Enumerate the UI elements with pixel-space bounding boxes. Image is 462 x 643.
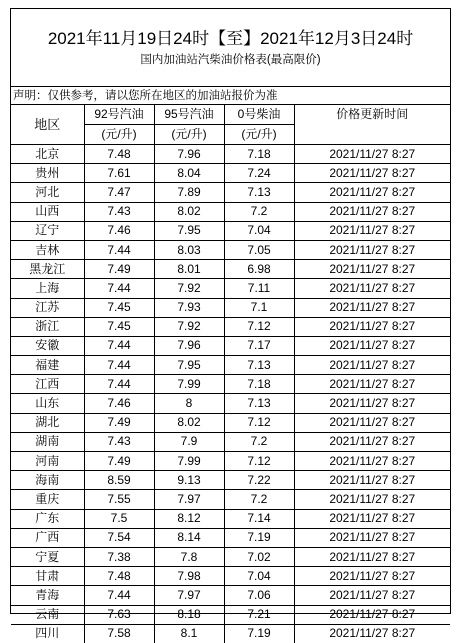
cell-updated: 2021/11/27 8:27 bbox=[294, 356, 450, 375]
cell-diesel0: 7.02 bbox=[224, 547, 294, 566]
cell-gas95: 7.92 bbox=[154, 279, 224, 298]
cell-diesel0: 7.21 bbox=[224, 605, 294, 624]
cell-updated: 2021/11/27 8:27 bbox=[294, 221, 450, 240]
cell-updated: 2021/11/27 8:27 bbox=[294, 452, 450, 471]
cell-gas95: 8.02 bbox=[154, 202, 224, 221]
column-header-diesel0: 0号柴油 bbox=[224, 105, 294, 125]
cell-region: 江苏 bbox=[11, 298, 84, 317]
cell-gas92: 7.45 bbox=[84, 317, 154, 336]
cell-updated: 2021/11/27 8:27 bbox=[294, 375, 450, 394]
table-row bbox=[11, 240, 450, 259]
cell-gas95: 7.96 bbox=[154, 336, 224, 355]
column-header-gas95: 95号汽油 bbox=[154, 105, 224, 125]
cell-updated: 2021/11/27 8:27 bbox=[294, 605, 450, 624]
cell-gas95: 7.92 bbox=[154, 317, 224, 336]
cell-gas95: 8.1 bbox=[154, 624, 224, 643]
cell-region: 黑龙江 bbox=[11, 260, 84, 279]
cell-gas95: 7.9 bbox=[154, 432, 224, 451]
cell-gas92: 7.45 bbox=[84, 298, 154, 317]
cell-diesel0: 7.04 bbox=[224, 221, 294, 240]
column-header-gas92: 92号汽油 bbox=[84, 105, 154, 125]
cell-diesel0: 7.13 bbox=[224, 356, 294, 375]
disclaimer-notice: 声明：仅供参考，请以您所在地区的加油站报价为准 bbox=[11, 87, 450, 105]
cell-gas95: 9.13 bbox=[154, 471, 224, 490]
price-table bbox=[11, 105, 450, 643]
cell-gas95: 7.95 bbox=[154, 221, 224, 240]
cell-gas95: 8.12 bbox=[154, 509, 224, 528]
cell-region: 辽宁 bbox=[11, 221, 84, 240]
cell-region: 广西 bbox=[11, 528, 84, 547]
cell-region: 安徽 bbox=[11, 336, 84, 355]
table-row bbox=[11, 298, 450, 317]
cell-diesel0: 7.04 bbox=[224, 567, 294, 586]
cell-diesel0: 6.98 bbox=[224, 260, 294, 279]
cell-updated: 2021/11/27 8:27 bbox=[294, 317, 450, 336]
cell-gas92: 7.49 bbox=[84, 452, 154, 471]
cell-updated: 2021/11/27 8:27 bbox=[294, 145, 450, 164]
cell-diesel0: 7.13 bbox=[224, 183, 294, 202]
cell-gas92: 7.46 bbox=[84, 221, 154, 240]
cell-updated: 2021/11/27 8:27 bbox=[294, 336, 450, 355]
cell-region: 福建 bbox=[11, 356, 84, 375]
cell-gas95: 7.99 bbox=[154, 375, 224, 394]
cell-gas95: 7.95 bbox=[154, 356, 224, 375]
table-row bbox=[11, 432, 450, 451]
cell-region: 湖北 bbox=[11, 413, 84, 432]
cell-diesel0: 7.05 bbox=[224, 240, 294, 259]
cell-diesel0: 7.19 bbox=[224, 624, 294, 643]
cell-updated: 2021/11/27 8:27 bbox=[294, 260, 450, 279]
cell-diesel0: 7.24 bbox=[224, 164, 294, 183]
cell-gas92: 7.44 bbox=[84, 356, 154, 375]
cell-diesel0: 7.22 bbox=[224, 471, 294, 490]
cell-gas92: 7.5 bbox=[84, 509, 154, 528]
cell-gas95: 8 bbox=[154, 394, 224, 413]
cell-region: 北京 bbox=[11, 145, 84, 164]
cell-updated: 2021/11/27 8:27 bbox=[294, 432, 450, 451]
cell-gas92: 7.44 bbox=[84, 279, 154, 298]
cell-gas95: 7.8 bbox=[154, 547, 224, 566]
cell-updated: 2021/11/27 8:27 bbox=[294, 183, 450, 202]
cell-gas95: 7.98 bbox=[154, 567, 224, 586]
cell-gas92: 7.54 bbox=[84, 528, 154, 547]
cell-gas95: 7.93 bbox=[154, 298, 224, 317]
column-header-region: 地区 bbox=[11, 105, 84, 145]
cell-diesel0: 7.13 bbox=[224, 394, 294, 413]
cell-gas95: 8.14 bbox=[154, 528, 224, 547]
table-row bbox=[11, 336, 450, 355]
cell-diesel0: 7.18 bbox=[224, 145, 294, 164]
page-subtitle: 国内加油站汽柴油价格表(最高限价) bbox=[140, 54, 321, 66]
cell-gas92: 7.38 bbox=[84, 547, 154, 566]
table-row bbox=[11, 490, 450, 509]
cell-gas95: 7.89 bbox=[154, 183, 224, 202]
table-row bbox=[11, 317, 450, 336]
price-table-body bbox=[11, 145, 450, 643]
table-row bbox=[11, 375, 450, 394]
cell-region: 山东 bbox=[11, 394, 84, 413]
cell-diesel0: 7.12 bbox=[224, 317, 294, 336]
table-row bbox=[11, 279, 450, 298]
cell-gas95: 8.18 bbox=[154, 605, 224, 624]
cell-diesel0: 7.12 bbox=[224, 452, 294, 471]
cell-gas92: 7.48 bbox=[84, 567, 154, 586]
table-row bbox=[11, 509, 450, 528]
cell-gas92: 7.44 bbox=[84, 336, 154, 355]
table-row bbox=[11, 221, 450, 240]
cell-region: 重庆 bbox=[11, 490, 84, 509]
cell-region: 青海 bbox=[11, 586, 84, 605]
cell-gas92: 7.49 bbox=[84, 413, 154, 432]
cell-region: 贵州 bbox=[11, 164, 84, 183]
cell-region: 海南 bbox=[11, 471, 84, 490]
cell-region: 吉林 bbox=[11, 240, 84, 259]
cell-updated: 2021/11/27 8:27 bbox=[294, 413, 450, 432]
cell-gas92: 7.43 bbox=[84, 432, 154, 451]
table-row bbox=[11, 605, 450, 624]
cell-gas95: 7.97 bbox=[154, 586, 224, 605]
table-row bbox=[11, 356, 450, 375]
cell-gas92: 7.63 bbox=[84, 605, 154, 624]
cell-diesel0: 7.18 bbox=[224, 375, 294, 394]
cell-gas92: 7.43 bbox=[84, 202, 154, 221]
unit-label-gas92: (元/升) bbox=[84, 125, 154, 145]
price-sheet bbox=[10, 8, 451, 641]
cell-updated: 2021/11/27 8:27 bbox=[294, 528, 450, 547]
cell-region: 河北 bbox=[11, 183, 84, 202]
cell-updated: 2021/11/27 8:27 bbox=[294, 567, 450, 586]
cell-gas95: 7.96 bbox=[154, 145, 224, 164]
cell-diesel0: 7.06 bbox=[224, 586, 294, 605]
page-title: 2021年11月19日24时【至】2021年12月3日24时 bbox=[47, 29, 414, 48]
cell-gas92: 7.44 bbox=[84, 586, 154, 605]
cell-gas92: 8.59 bbox=[84, 471, 154, 490]
cell-gas92: 7.47 bbox=[84, 183, 154, 202]
cell-diesel0: 7.2 bbox=[224, 490, 294, 509]
cell-gas95: 8.04 bbox=[154, 164, 224, 183]
cell-region: 河南 bbox=[11, 452, 84, 471]
table-row bbox=[11, 547, 450, 566]
cell-region: 上海 bbox=[11, 279, 84, 298]
table-row bbox=[11, 624, 450, 643]
cell-gas95: 7.97 bbox=[154, 490, 224, 509]
title-block bbox=[11, 9, 450, 87]
cell-gas92: 7.58 bbox=[84, 624, 154, 643]
cell-updated: 2021/11/27 8:27 bbox=[294, 509, 450, 528]
cell-diesel0: 7.11 bbox=[224, 279, 294, 298]
cell-diesel0: 7.19 bbox=[224, 528, 294, 547]
unit-label-gas95: (元/升) bbox=[154, 125, 224, 145]
cell-region: 广东 bbox=[11, 509, 84, 528]
cell-gas95: 8.02 bbox=[154, 413, 224, 432]
table-row bbox=[11, 413, 450, 432]
column-header-updated: 价格更新时间 bbox=[294, 105, 450, 145]
cell-updated: 2021/11/27 8:27 bbox=[294, 490, 450, 509]
cell-region: 云南 bbox=[11, 605, 84, 624]
cell-region: 四川 bbox=[11, 624, 84, 643]
cell-gas92: 7.55 bbox=[84, 490, 154, 509]
cell-updated: 2021/11/27 8:27 bbox=[294, 394, 450, 413]
table-row bbox=[11, 452, 450, 471]
cell-diesel0: 7.1 bbox=[224, 298, 294, 317]
table-row bbox=[11, 145, 450, 164]
cell-region: 甘肃 bbox=[11, 567, 84, 586]
cell-gas92: 7.46 bbox=[84, 394, 154, 413]
cell-gas95: 8.03 bbox=[154, 240, 224, 259]
table-row bbox=[11, 567, 450, 586]
cell-updated: 2021/11/27 8:27 bbox=[294, 202, 450, 221]
cell-gas92: 7.61 bbox=[84, 164, 154, 183]
cell-diesel0: 7.2 bbox=[224, 432, 294, 451]
table-row bbox=[11, 528, 450, 547]
cell-updated: 2021/11/27 8:27 bbox=[294, 279, 450, 298]
cell-region: 山西 bbox=[11, 202, 84, 221]
cell-region: 湖南 bbox=[11, 432, 84, 451]
cell-updated: 2021/11/27 8:27 bbox=[294, 624, 450, 643]
unit-label-diesel0: (元/升) bbox=[224, 125, 294, 145]
table-row bbox=[11, 394, 450, 413]
cell-region: 浙江 bbox=[11, 317, 84, 336]
cell-gas95: 7.99 bbox=[154, 452, 224, 471]
table-row bbox=[11, 260, 450, 279]
cell-updated: 2021/11/27 8:27 bbox=[294, 240, 450, 259]
cell-updated: 2021/11/27 8:27 bbox=[294, 471, 450, 490]
cell-gas92: 7.48 bbox=[84, 145, 154, 164]
table-row bbox=[11, 164, 450, 183]
table-row bbox=[11, 202, 450, 221]
cell-diesel0: 7.14 bbox=[224, 509, 294, 528]
cell-diesel0: 7.17 bbox=[224, 336, 294, 355]
cell-gas95: 8.01 bbox=[154, 260, 224, 279]
cell-updated: 2021/11/27 8:27 bbox=[294, 298, 450, 317]
cell-region: 宁夏 bbox=[11, 547, 84, 566]
cell-updated: 2021/11/27 8:27 bbox=[294, 164, 450, 183]
table-row bbox=[11, 471, 450, 490]
cell-gas92: 7.44 bbox=[84, 240, 154, 259]
cell-diesel0: 7.12 bbox=[224, 413, 294, 432]
cell-updated: 2021/11/27 8:27 bbox=[294, 547, 450, 566]
table-row bbox=[11, 586, 450, 605]
cell-region: 江西 bbox=[11, 375, 84, 394]
cell-diesel0: 7.2 bbox=[224, 202, 294, 221]
table-row bbox=[11, 183, 450, 202]
cell-gas92: 7.44 bbox=[84, 375, 154, 394]
cell-gas92: 7.49 bbox=[84, 260, 154, 279]
cell-updated: 2021/11/27 8:27 bbox=[294, 586, 450, 605]
